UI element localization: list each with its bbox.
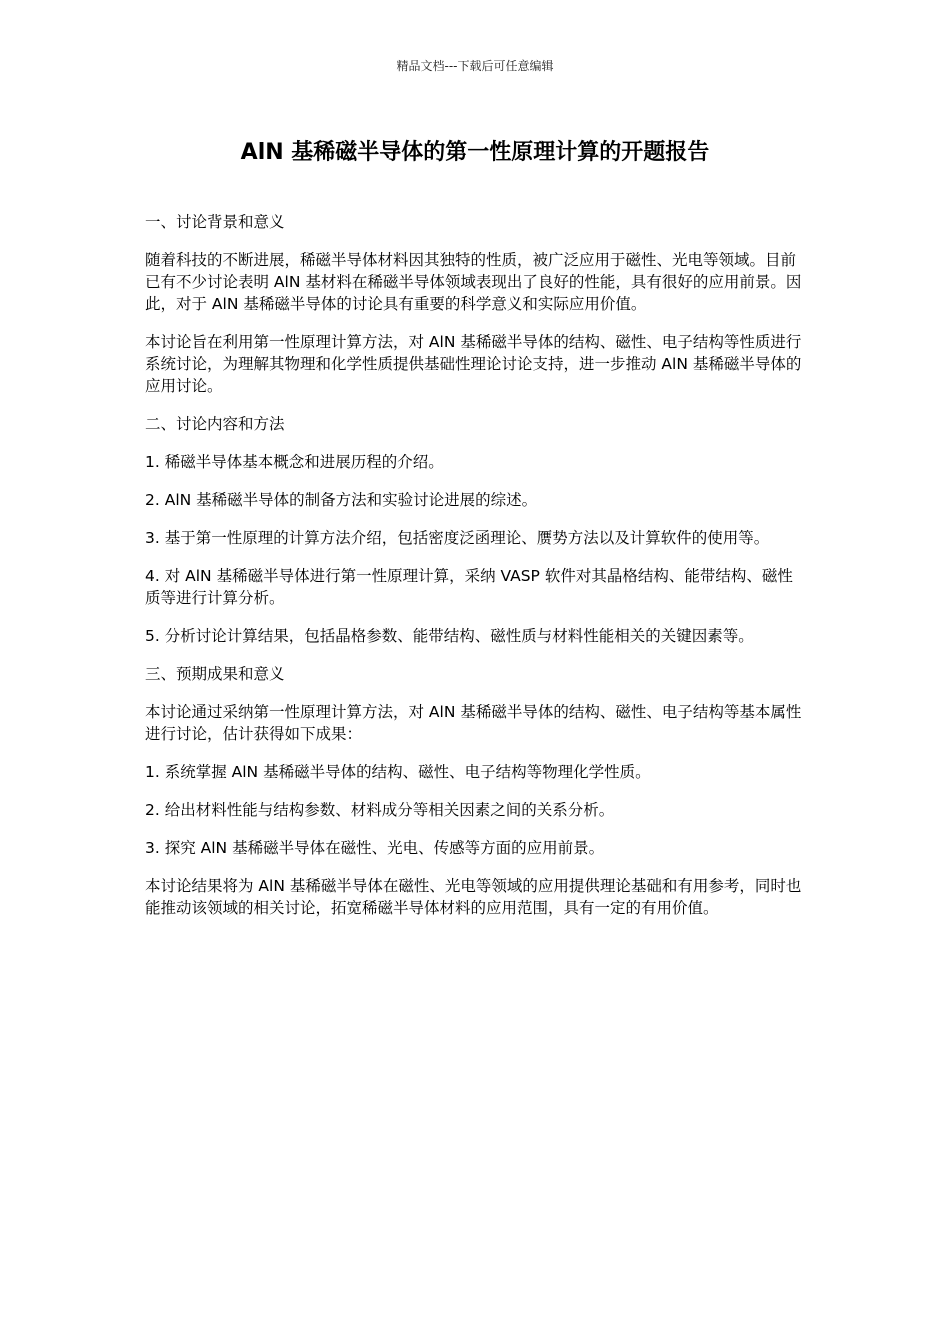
list-item: 3. 探究 AlN 基稀磁半导体在磁性、光电、传感等方面的应用前景。 — [145, 839, 605, 857]
paragraph: 本讨论旨在利用第一性原理计算方法，对 AlN 基稀磁半导体的结构、磁性、电子结构等性质进行系统讨论，为理解其物理和化学性质提供基础性理论讨论支持，进一步推动 AlN 基稀磁半导体的应用讨论。 — [145, 333, 802, 395]
document-body — [145, 211, 805, 935]
header-note: 精品文档---下载后可任意编辑 — [396, 59, 554, 73]
paragraph: 本讨论结果将为 AlN 基稀磁半导体在磁性、光电等领域的应用提供理论基础和有用参考，同时也能推动该领域的相关讨论，拓宽稀磁半导体材料的应用范围，具有一定的有用价值。 — [145, 877, 802, 917]
list-item: 3. 基于第一性原理的计算方法介绍，包括密度泛函理论、赝势方法以及计算软件的使用等。 — [145, 529, 770, 547]
list-item: 2. AlN 基稀磁半导体的制备方法和实验讨论进展的综述。 — [145, 491, 538, 509]
section-heading-expected-results: 三、预期成果和意义 — [145, 665, 285, 683]
paragraph: 随着科技的不断进展，稀磁半导体材料因其独特的性质，被广泛应用于磁性、光电等领域。目前已有不少讨论表明 AlN 基材料在稀磁半导体领域表现出了良好的性能，具有很好的应用前景。因此，对于 AlN 基稀磁半导体的讨论具有重要的科学意义和实际应用价值。 — [145, 251, 802, 313]
list-item: 1. 系统掌握 AlN 基稀磁半导体的结构、磁性、电子结构等物理化学性质。 — [145, 763, 651, 781]
section-heading-background: 一、讨论背景和意义 — [145, 213, 285, 231]
section-heading-content-methods: 二、讨论内容和方法 — [145, 415, 285, 433]
list-item: 4. 对 AlN 基稀磁半导体进行第一性原理计算，采纳 VASP 软件对其晶格结构、能带结构、磁性质等进行计算分析。 — [145, 567, 793, 607]
document-title: AlN 基稀磁半导体的第一性原理计算的开题报告 — [240, 140, 710, 165]
list-item: 5. 分析讨论计算结果，包括晶格参数、能带结构、磁性质与材料性能相关的关键因素等。 — [145, 627, 754, 645]
list-item: 2. 给出材料性能与结构参数、材料成分等相关因素之间的关系分析。 — [145, 801, 615, 819]
paragraph: 本讨论通过采纳第一性原理计算方法，对 AlN 基稀磁半导体的结构、磁性、电子结构等基本属性进行讨论，估计获得如下成果： — [145, 703, 802, 743]
list-item: 1. 稀磁半导体基本概念和进展历程的介绍。 — [145, 453, 444, 471]
